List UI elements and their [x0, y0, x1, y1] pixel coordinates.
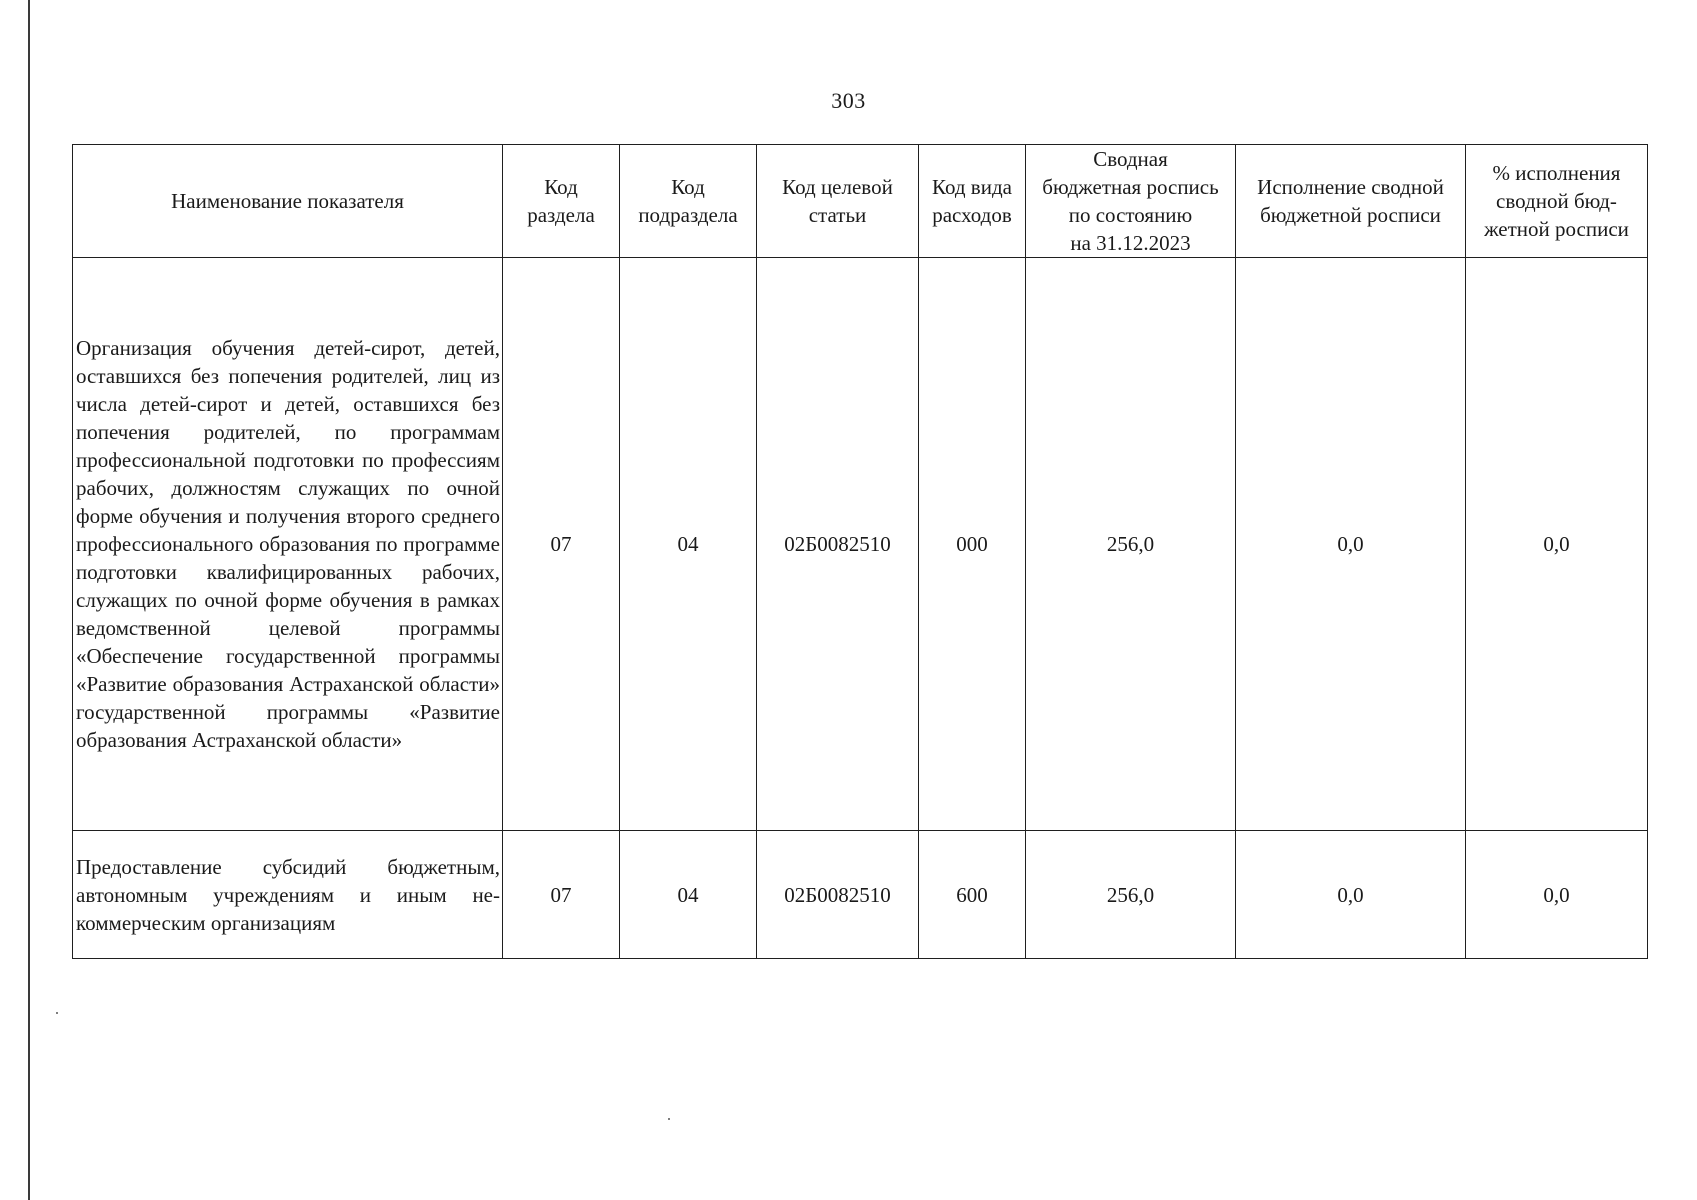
expense-type-cell: 000 — [919, 258, 1026, 831]
indicator-name-cell: Предоставление субсидий бюджетным, автономным учреждениям и иным некоммерческим организациям — [73, 831, 503, 959]
execution-value-cell: 0,0 — [1236, 258, 1466, 831]
target-code-cell: 02Б0082510 — [757, 258, 919, 831]
header-budget-execution: Исполнение сводной бюджетной росписи — [1236, 145, 1466, 258]
page-number: 303 — [831, 88, 866, 113]
section-code-cell: 07 — [503, 831, 620, 959]
header-execution-percent: % исполнения сводной бюд- жетной росписи — [1466, 145, 1648, 258]
expense-type-cell: 600 — [919, 831, 1026, 959]
table-header-row — [73, 145, 1648, 258]
scan-speck — [56, 1012, 58, 1014]
scan-speck — [668, 1118, 670, 1120]
header-section-code: Код раздела — [503, 145, 620, 258]
indicator-name-cell: Организация обучения детей-сирот, детей, оставшихся без попечения родителей, лиц из числа детей-сирот и детей, оставшихся без попечения родителей, по программам профессиональной подготовки по профессиям рабочих, должностям служащих по очной форме обучения и получения второго среднего профессионального образования по программе подготовки квалифицированных рабочих, служащих по очной форме обучения в рамках ведомственной целевой программы «Обеспечение государственной программы «Развитие образования Астраханской области» государственной программы «Развитие образования Астраханской области» — [73, 258, 503, 831]
table-row — [73, 258, 1648, 831]
section-code-cell: 07 — [503, 258, 620, 831]
percent-value-cell: 0,0 — [1466, 831, 1648, 959]
header-indicator-name: Наименование показателя — [73, 145, 503, 258]
budget-execution-table — [72, 144, 1648, 959]
target-code-cell: 02Б0082510 — [757, 831, 919, 959]
budget-value-cell: 256,0 — [1026, 831, 1236, 959]
header-budget-schedule: Сводная бюджетная роспись по состоянию на 31.12.2023 — [1026, 145, 1236, 258]
header-target-code: Код целевой статьи — [757, 145, 919, 258]
percent-value-cell: 0,0 — [1466, 258, 1648, 831]
budget-value-cell: 256,0 — [1026, 258, 1236, 831]
subsection-code-cell: 04 — [620, 258, 757, 831]
scan-edge-line — [28, 0, 30, 1200]
subsection-code-cell: 04 — [620, 831, 757, 959]
header-expense-type-code: Код вида расходов — [919, 145, 1026, 258]
execution-value-cell: 0,0 — [1236, 831, 1466, 959]
header-subsection-code: Код подраздела — [620, 145, 757, 258]
table-row — [73, 831, 1648, 959]
